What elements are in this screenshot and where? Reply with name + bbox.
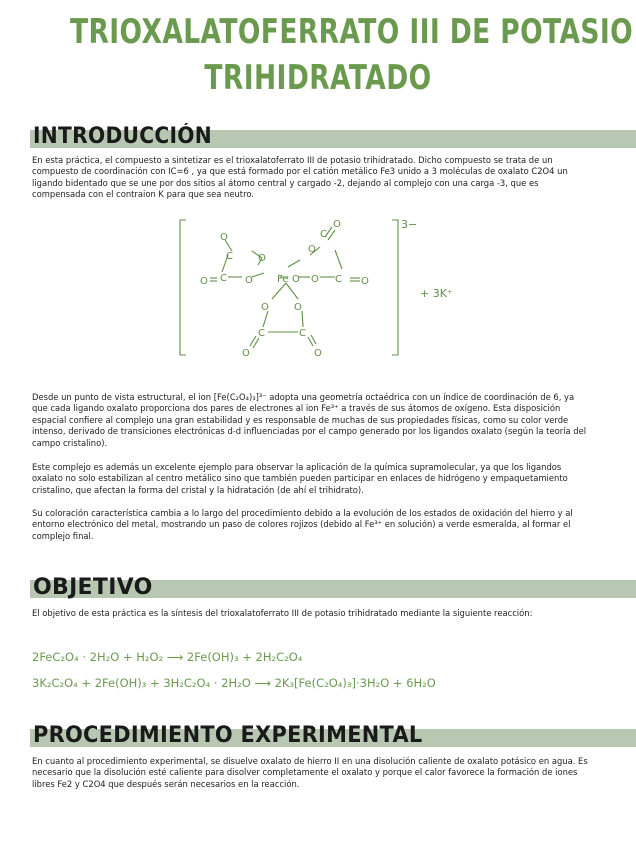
bracket-right [392, 220, 398, 355]
atom-c: C [220, 273, 227, 284]
intro-paragraph-2: Desde un punto de vista estructural, el ion [Fe(C₂O₄)₃]³⁻ adopta una geometría octaédrica con un índice de coordinación de 6, ya que cada ligando oxalato proporciona dos pares de electrones al ion Fe³⁺ a través de sus átomos de oxígeno. Esta disposición espacial confiere al complejo una gran estabilidad y es responsable de muchas de sus propiedades físicas, como su color verde intenso, derivado de transiciones electrónicas d-d influenciadas por el campo generado por los ligandos oxalato (según la teoría del campo cristalino). [32, 392, 587, 448]
atom-c: C [299, 328, 306, 339]
heading-introduccion: INTRODUCCIÓN [33, 124, 213, 149]
atom-c: C [320, 229, 327, 240]
atom-o: O [294, 302, 302, 313]
atom-o: O [242, 348, 250, 359]
complex-charge: 3− [401, 218, 418, 231]
heading-procedimiento: PROCEDIMIENTO EXPERIMENTAL [33, 723, 423, 748]
intro-paragraph-1: En esta práctica, el compuesto a sintetizar es el trioxalatoferrato III de potasio trihidratado. Dicho compuesto se trata de un compuesto de coordinación con IC=6 , ya que está formado por el catión metálico Fe3 unido a 3 moléculas de oxalato C2O4 un ligando bidentado que se une por dos sitios al átomo central y cargado -2, dejando al complejo con una carga -3, que es compensada con el contraion K para que sea neutro. [32, 155, 568, 200]
bond [272, 283, 286, 299]
atom-o: O [308, 244, 316, 255]
heading-objetivo: OBJETIVO [33, 575, 153, 600]
atom-c: C [335, 274, 342, 285]
atom-c: C [226, 251, 233, 262]
atom-o: O [333, 219, 341, 230]
reaction-equation-1: 2FeC₂O₄ · 2H₂O + H₂O₂ ⟶ 2Fe(OH)₃ + 2H₂C₂O₄ [32, 650, 303, 664]
atom-o: O [200, 276, 208, 287]
atom-o: O [361, 276, 369, 287]
procedimiento-paragraph: En cuanto al procedimiento experimental, se disuelve oxalato de hierro II en una disolución caliente de oxalato potásico en agua. Es necesario que la disolución esté caliente para disolver completamente el oxalato y porque el calor favorece la formación de iones libres Fe2 y C2O4 que después serán necesarios en la reacción. [32, 756, 588, 789]
reaction-equation-2: 3K₂C₂O₄ + 2Fe(OH)₃ + 3H₂C₂O₄ · 2H₂O ⟶ 2K₃[Fe(C₂O₄)₃]·3H₂O + 6H₂O [32, 676, 436, 690]
atom-o: O [261, 302, 269, 313]
intro-paragraph-3: Este complejo es además un excelente ejemplo para observar la aplicación de la química supramolecular, ya que los ligandos oxalato no solo estabilizan al centro metálico sino que también pueden participar en enlaces de hidrógeno y empaquetamiento cristalino, que afectan la forma del cristal y la hidratación (de ahí el trihidrato). [32, 462, 568, 495]
page-title-line-2: TRIHIDRATADO [204, 58, 432, 98]
atom-fe: Fe [277, 274, 289, 285]
atom-o: O [258, 253, 266, 264]
atom-o: O [311, 274, 319, 285]
atom-o: O [314, 348, 322, 359]
page-title-line-1: TRIOXALATOFERRATO III DE POTASIO [69, 12, 634, 52]
atom-o: O [245, 275, 253, 286]
intro-paragraph-4: Su coloración característica cambia a lo largo del procedimiento debido a la evolución de los estados de oxidación del hierro y al entorno electrónico del metal, mostrando un paso de colores rojizos (debido al Fe³⁺ en solución) a verde esmeralda, al formar el complejo final. [32, 508, 573, 541]
oxalate-complex-structure [170, 215, 490, 360]
counterion: + 3K⁺ [420, 287, 453, 300]
atom-o: O [220, 232, 228, 243]
atom-o: O [292, 274, 300, 285]
objetivo-paragraph: El objetivo de esta práctica es la síntesis del trioxalatoferrato III de potasio trihidratado mediante la siguiente reacción: [32, 608, 533, 618]
bracket-left [180, 220, 186, 355]
atom-c: C [258, 328, 265, 339]
